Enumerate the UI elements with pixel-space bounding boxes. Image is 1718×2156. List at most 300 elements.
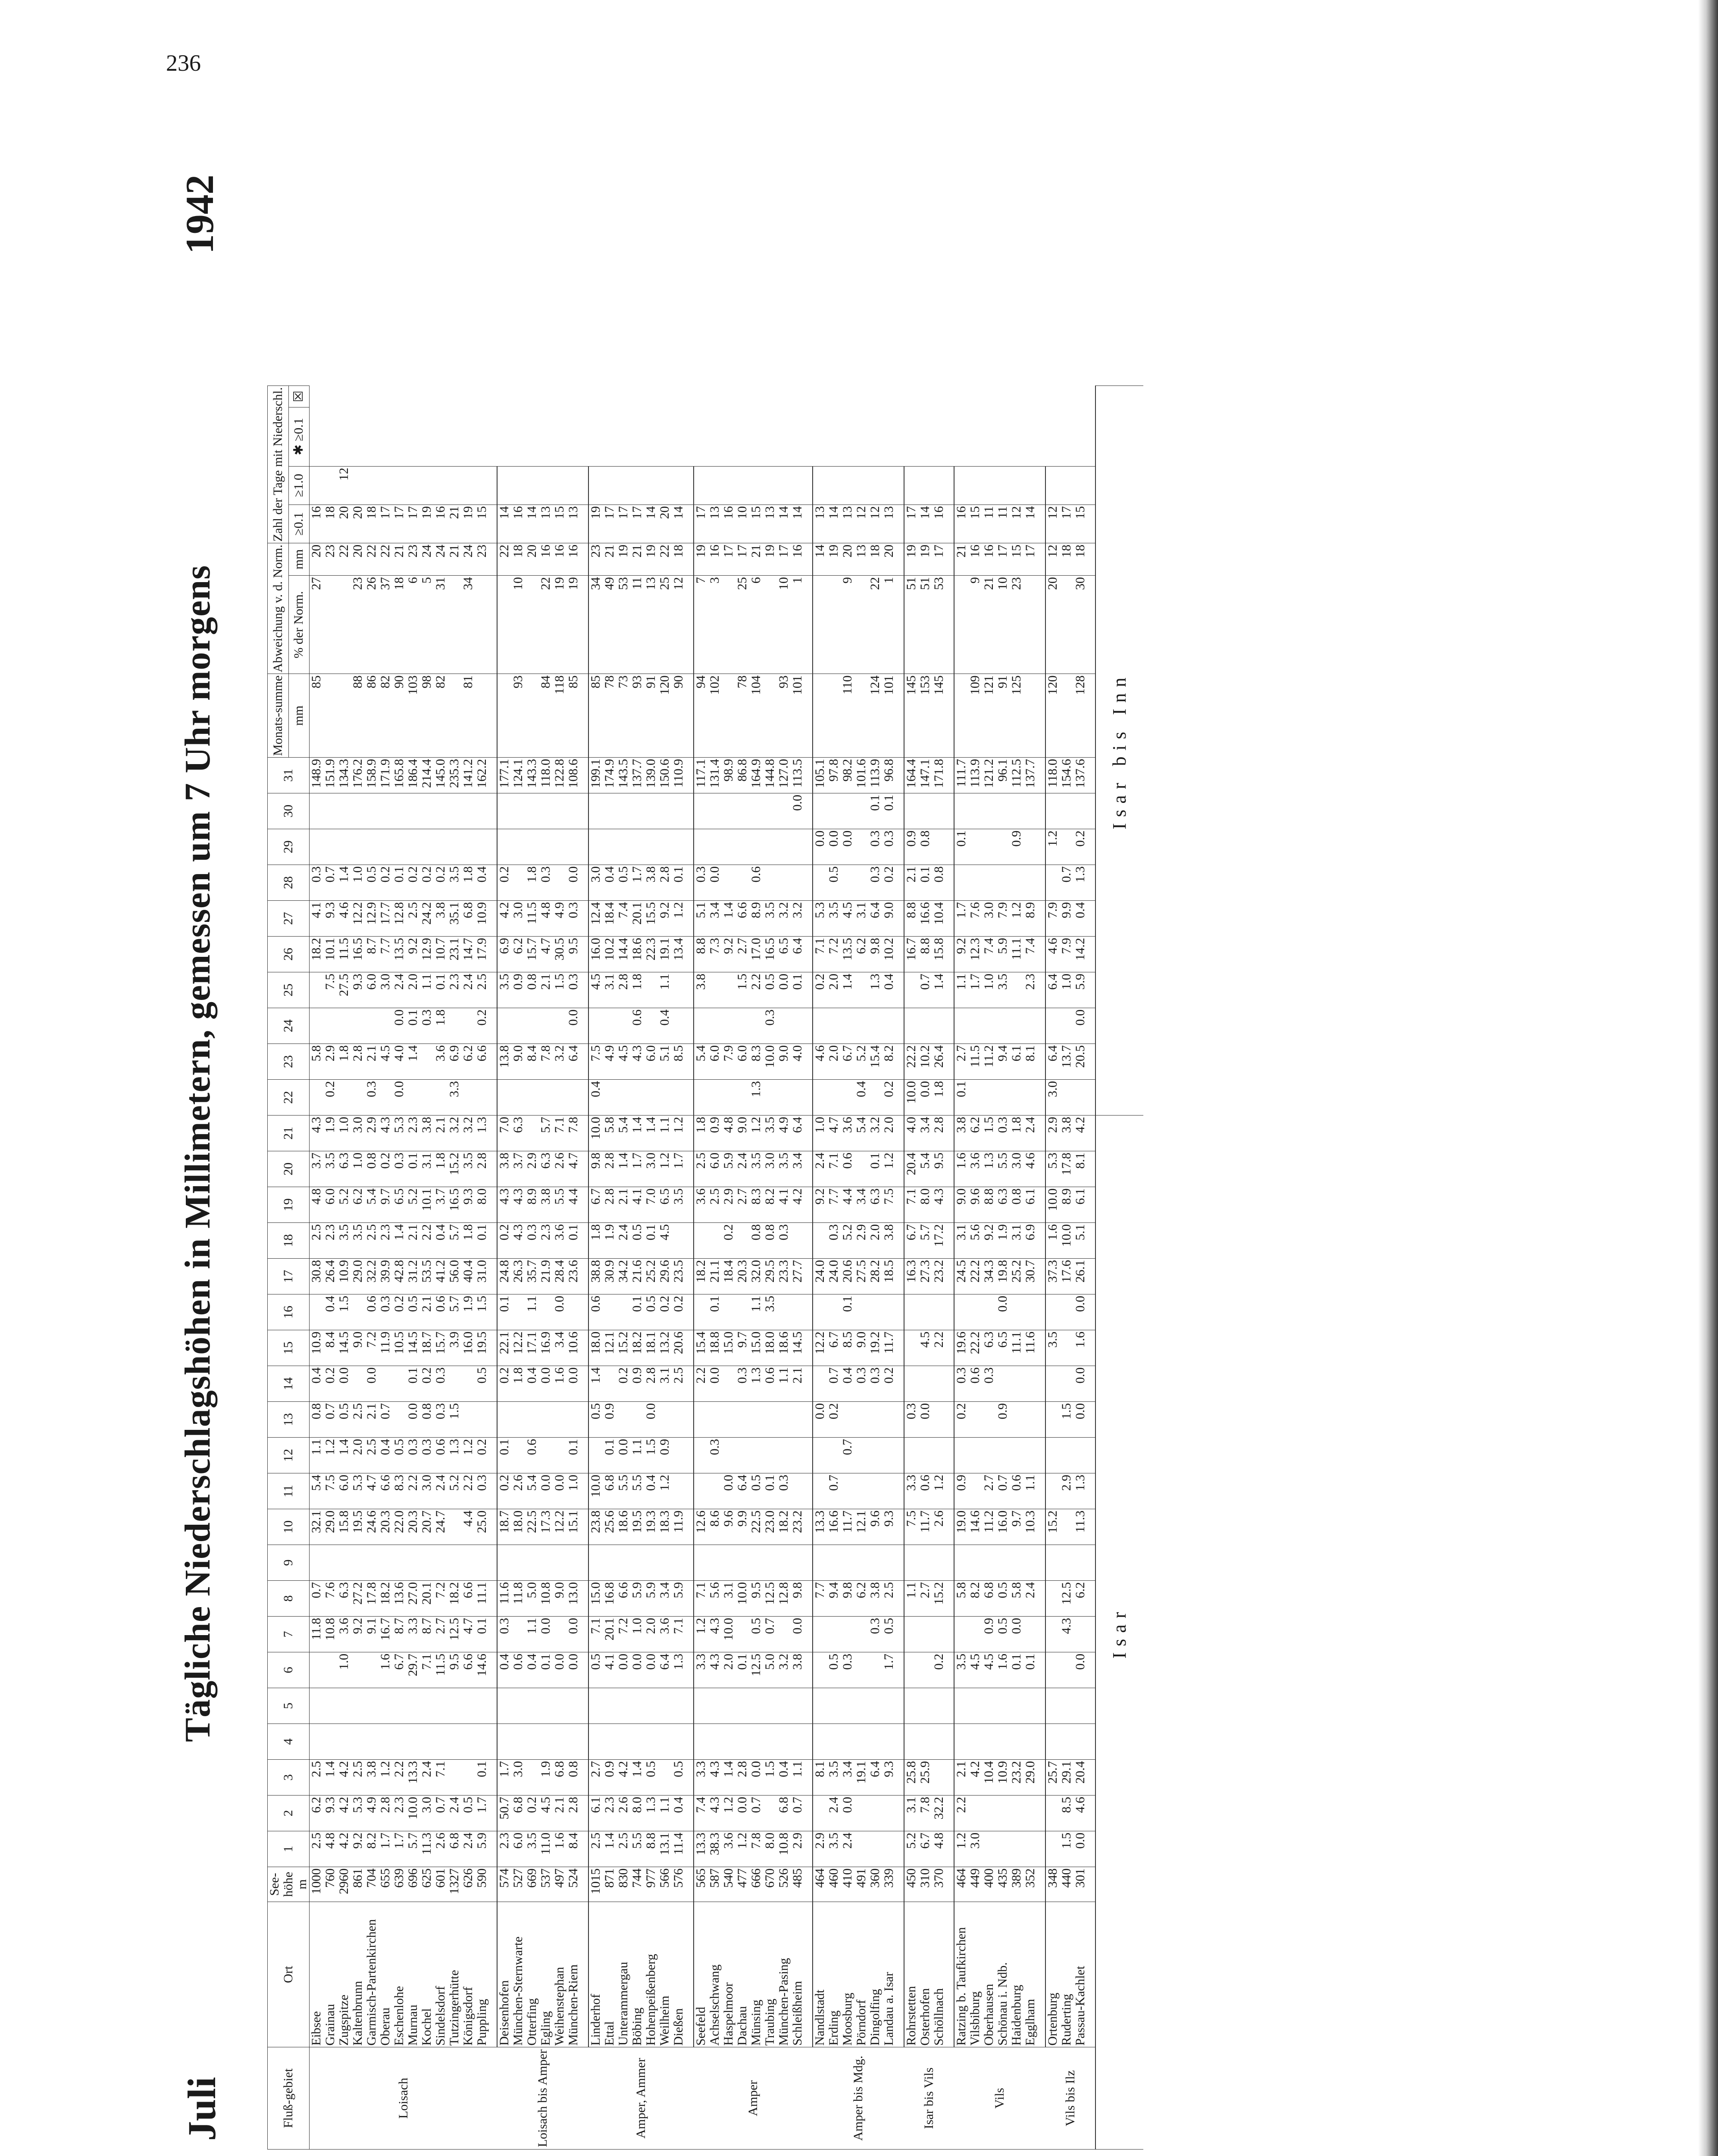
table-row xyxy=(603,385,616,2149)
value-cell: 34.2 xyxy=(616,1259,630,1294)
value-cell xyxy=(827,674,841,758)
value-cell xyxy=(310,793,324,829)
value-cell xyxy=(420,1044,434,1080)
seehoehe-cell: 669 xyxy=(525,1867,539,1902)
value-cell: 25.6 xyxy=(603,1509,616,1545)
value-cell xyxy=(982,1688,996,1724)
value-cell: 17 xyxy=(630,505,644,543)
value-cell xyxy=(904,466,918,505)
table-row xyxy=(854,385,868,2149)
value-cell xyxy=(735,466,749,505)
value-cell xyxy=(694,1294,708,1330)
value-cell: 11 xyxy=(996,505,1010,543)
value-cell: 20.3 xyxy=(735,1259,749,1294)
value-cell: 145 xyxy=(932,674,954,758)
value-cell xyxy=(365,1545,379,1581)
value-cell xyxy=(1045,865,1060,901)
value-cell: 6.9 xyxy=(447,1044,461,1080)
value-cell: 1.8 xyxy=(434,1151,447,1187)
value-cell: 29.1 xyxy=(1060,1760,1073,1796)
value-cell: 98.2 xyxy=(841,758,854,793)
value-cell: 98.9 xyxy=(722,758,735,793)
value-cell xyxy=(447,793,461,829)
value-cell: 20.5 xyxy=(1073,1044,1095,1080)
ort-cell: Kaltenbrunn xyxy=(351,1902,365,2047)
value-cell xyxy=(982,1402,996,1438)
value-cell: 117.1 xyxy=(694,758,708,793)
value-cell: 24 xyxy=(420,543,434,576)
value-cell: 0.3 xyxy=(379,1294,392,1330)
value-cell xyxy=(791,829,813,865)
value-cell: 20 xyxy=(310,543,324,576)
value-cell: 3.5 xyxy=(351,1223,365,1259)
value-cell xyxy=(1010,1008,1023,1044)
value-cell: 0.0 xyxy=(1073,1402,1095,1438)
value-cell: 1.1 xyxy=(749,1294,763,1330)
value-cell: 11.5 xyxy=(525,901,539,937)
value-cell: 16 xyxy=(791,543,813,576)
value-cell xyxy=(1060,576,1073,674)
value-cell: 0.2 xyxy=(954,1402,968,1438)
value-cell xyxy=(497,1724,511,1760)
value-cell: 2.9 xyxy=(722,1187,735,1223)
value-cell: 0.8 xyxy=(420,1402,434,1438)
value-cell: 13 xyxy=(539,505,553,543)
value-cell: 10.0 xyxy=(904,1080,918,1116)
value-cell: 16 xyxy=(310,505,324,543)
value-cell: 18.6 xyxy=(777,1330,791,1366)
ort-cell: Grainau xyxy=(323,1902,337,2047)
value-cell: 0.4 xyxy=(588,1080,603,1116)
value-cell xyxy=(434,1080,447,1116)
value-cell: 0.6 xyxy=(365,1294,379,1330)
value-cell: 8.9 xyxy=(749,901,763,937)
ort-cell: Weihenstephan xyxy=(553,1902,566,2047)
value-cell: 12.6 xyxy=(694,1509,708,1545)
table-row xyxy=(630,385,644,2149)
value-cell xyxy=(434,829,447,865)
value-cell: 81 xyxy=(461,674,475,758)
table-row xyxy=(1073,385,1095,2149)
value-cell xyxy=(434,1724,447,1760)
value-cell xyxy=(616,1402,630,1438)
value-cell: 0.3 xyxy=(868,865,882,901)
value-cell: 145.0 xyxy=(434,758,447,793)
value-cell: 11.7 xyxy=(882,1330,904,1366)
value-cell xyxy=(777,1724,791,1760)
value-cell: 13 xyxy=(708,505,722,543)
value-cell: 3.3 xyxy=(694,1760,708,1796)
value-cell: 0.0 xyxy=(365,1366,379,1402)
value-cell: 16.6 xyxy=(827,1509,841,1545)
value-cell: 0.2 xyxy=(882,865,904,901)
table-row xyxy=(749,385,763,2149)
value-cell: 10.0 xyxy=(406,1796,420,1831)
value-cell: 1.2 xyxy=(749,1116,763,1151)
value-cell xyxy=(954,1545,968,1581)
value-cell: 17 xyxy=(932,543,954,576)
value-cell: 0.0 xyxy=(708,1366,722,1402)
value-cell: 8.4 xyxy=(566,1831,588,1867)
value-cell: 8.6 xyxy=(708,1509,722,1545)
value-cell: 30.7 xyxy=(1023,1259,1045,1294)
value-cell xyxy=(904,1545,918,1581)
value-cell: 8.7 xyxy=(420,1617,434,1652)
value-cell: 15.4 xyxy=(868,1044,882,1080)
value-cell: 9.8 xyxy=(868,937,882,972)
value-cell: 0.5 xyxy=(588,1652,603,1688)
value-cell xyxy=(841,1402,854,1438)
value-cell xyxy=(1073,1724,1095,1760)
value-cell xyxy=(511,1008,525,1044)
value-cell: 27.7 xyxy=(791,1259,813,1294)
value-cell xyxy=(497,466,511,505)
value-cell: 18.0 xyxy=(763,1330,777,1366)
value-cell: 16 xyxy=(954,505,968,543)
value-cell xyxy=(968,1473,982,1509)
value-cell xyxy=(827,466,841,505)
value-cell xyxy=(932,466,954,505)
value-cell xyxy=(392,1545,406,1581)
value-cell: 9.7 xyxy=(735,1330,749,1366)
value-cell: 13.0 xyxy=(566,1581,588,1617)
value-cell: 0.6 xyxy=(749,865,763,901)
table-row xyxy=(1023,385,1045,2149)
value-cell: 0.5 xyxy=(644,1294,658,1330)
value-cell: 3.4 xyxy=(841,1760,854,1796)
value-cell: 5.3 xyxy=(1045,1151,1060,1187)
value-cell xyxy=(1073,793,1095,829)
value-cell xyxy=(777,829,791,865)
value-cell: 6.1 xyxy=(588,1796,603,1831)
value-cell xyxy=(461,1366,475,1402)
value-cell xyxy=(854,793,868,829)
value-cell xyxy=(1023,829,1045,865)
value-cell xyxy=(603,793,616,829)
value-cell: 158.9 xyxy=(365,758,379,793)
table-body xyxy=(310,385,1144,2149)
value-cell: 12.2 xyxy=(553,1509,566,1545)
value-cell: 5.9 xyxy=(996,937,1010,972)
value-cell: 14 xyxy=(791,505,813,543)
seehoehe-cell: 485 xyxy=(791,1867,813,1902)
value-cell xyxy=(1045,1545,1060,1581)
value-cell: 4.5 xyxy=(539,1796,553,1831)
table-row xyxy=(553,385,566,2149)
value-cell xyxy=(475,793,497,829)
value-cell: 7.6 xyxy=(323,1581,337,1617)
value-cell: 9.3 xyxy=(323,901,337,937)
value-cell: 25.0 xyxy=(475,1509,497,1545)
value-cell: 1.2 xyxy=(323,1438,337,1473)
value-cell xyxy=(854,865,868,901)
table-row xyxy=(525,385,539,2149)
value-cell xyxy=(954,674,968,758)
value-cell xyxy=(511,829,525,865)
value-cell: 2.0 xyxy=(406,972,420,1008)
value-cell: 15.2 xyxy=(1045,1509,1060,1545)
value-cell: 6.6 xyxy=(379,1473,392,1509)
value-cell xyxy=(310,829,324,865)
value-cell: 9.9 xyxy=(1060,901,1073,937)
value-cell: 9.1 xyxy=(365,1617,379,1652)
value-cell: 11.0 xyxy=(539,1831,553,1867)
value-cell xyxy=(672,793,694,829)
value-cell: 15.0 xyxy=(588,1581,603,1617)
value-cell xyxy=(539,1294,553,1330)
value-cell: 6.0 xyxy=(735,1044,749,1080)
value-cell xyxy=(379,466,392,505)
value-cell xyxy=(392,793,406,829)
value-cell: 0.0 xyxy=(813,829,827,865)
value-cell xyxy=(708,1080,722,1116)
value-cell: 4.7 xyxy=(461,1617,475,1652)
value-cell xyxy=(672,1688,694,1724)
value-cell: 0.3 xyxy=(841,1652,854,1688)
value-cell: 5.7 xyxy=(406,1831,420,1867)
flussgebiet-cell: Isar bis Vils xyxy=(904,2047,954,2150)
value-cell: 17 xyxy=(1023,543,1045,576)
value-cell: 11.8 xyxy=(310,1617,324,1652)
value-cell xyxy=(777,1080,791,1116)
value-cell: 2.4 xyxy=(735,1151,749,1187)
value-cell xyxy=(932,1724,954,1760)
value-cell: 6.1 xyxy=(1023,1187,1045,1223)
value-cell xyxy=(603,1294,616,1330)
value-cell: 108.6 xyxy=(566,758,588,793)
value-cell: 2.1 xyxy=(434,1116,447,1151)
value-cell: 0.2 xyxy=(497,1473,511,1509)
value-cell xyxy=(497,576,511,674)
value-cell: 0.1 xyxy=(603,1438,616,1473)
value-cell xyxy=(791,466,813,505)
value-cell: 1.0 xyxy=(351,1151,365,1187)
value-cell: 1.7 xyxy=(630,865,644,901)
value-cell xyxy=(461,1545,475,1581)
value-cell xyxy=(841,793,854,829)
value-cell xyxy=(954,793,968,829)
value-cell: 2.0 xyxy=(827,972,841,1008)
value-cell: 1.7 xyxy=(630,1151,644,1187)
value-cell: 0.0 xyxy=(841,829,854,865)
seehoehe-cell: 352 xyxy=(1023,1867,1045,1902)
table-row xyxy=(365,385,379,2149)
value-cell: 13 xyxy=(854,543,868,576)
value-cell: 9.7 xyxy=(1010,1509,1023,1545)
value-cell: 0.1 xyxy=(954,1080,968,1116)
value-cell xyxy=(904,1652,918,1688)
value-cell xyxy=(511,1688,525,1724)
value-cell: 9.4 xyxy=(827,1581,841,1617)
value-cell: 7.7 xyxy=(813,1581,827,1617)
value-cell: 10.6 xyxy=(566,1330,588,1366)
value-cell: 19.5 xyxy=(630,1509,644,1545)
value-cell: 23.3 xyxy=(777,1259,791,1294)
value-cell: 2.5 xyxy=(882,1581,904,1617)
value-cell: 2.5 xyxy=(351,1760,365,1796)
value-cell: 19.3 xyxy=(644,1509,658,1545)
flussgebiet-cell: Vils xyxy=(954,2047,1045,2150)
value-cell: 1.5 xyxy=(1060,1831,1073,1867)
value-cell: 0.1 xyxy=(406,1008,420,1044)
value-cell: 0.0 xyxy=(722,1473,735,1509)
value-cell xyxy=(968,1080,982,1116)
seehoehe-cell: 389 xyxy=(1010,1867,1023,1902)
value-cell: 9.0 xyxy=(954,1187,968,1223)
value-cell: 0.1 xyxy=(497,1294,511,1330)
value-cell: 0.4 xyxy=(475,865,497,901)
value-cell xyxy=(868,1008,882,1044)
value-cell: 3.1 xyxy=(854,901,868,937)
value-cell xyxy=(854,1151,868,1187)
value-cell xyxy=(365,1652,379,1688)
value-cell xyxy=(392,1724,406,1760)
value-cell: 32.1 xyxy=(310,1509,324,1545)
value-cell: 3.0 xyxy=(1045,1080,1060,1116)
ort-cell: Rohrstetten xyxy=(904,1902,918,2047)
value-cell xyxy=(708,1688,722,1724)
value-cell: 22 xyxy=(539,576,553,674)
value-cell xyxy=(868,1796,882,1831)
value-cell: 10 xyxy=(511,576,525,674)
value-cell xyxy=(672,1545,694,1581)
value-cell xyxy=(630,1080,644,1116)
table-row xyxy=(735,385,749,2149)
value-cell: 96.8 xyxy=(882,758,904,793)
value-cell xyxy=(406,466,420,505)
value-cell xyxy=(708,829,722,865)
value-cell xyxy=(1023,1008,1045,1044)
value-cell: 8.9 xyxy=(1023,901,1045,937)
value-cell: 4.5 xyxy=(658,1223,672,1259)
value-cell xyxy=(763,793,777,829)
value-cell xyxy=(475,1402,497,1438)
table-row xyxy=(616,385,630,2149)
value-cell: 1.2 xyxy=(882,1151,904,1187)
value-cell: 0.5 xyxy=(827,865,841,901)
value-cell: 14.5 xyxy=(337,1330,351,1366)
value-cell: 6.9 xyxy=(497,937,511,972)
value-cell: 1.7 xyxy=(954,901,968,937)
value-cell xyxy=(854,829,868,865)
value-cell: 20 xyxy=(525,543,539,576)
value-cell: 19 xyxy=(461,505,475,543)
table-row xyxy=(694,385,708,2149)
value-cell xyxy=(672,1223,694,1259)
value-cell: 24.7 xyxy=(434,1509,447,1545)
value-cell xyxy=(475,1688,497,1724)
value-cell xyxy=(1023,466,1045,505)
value-cell xyxy=(475,1724,497,1760)
value-cell: 14.6 xyxy=(968,1509,982,1545)
value-cell: 3.8 xyxy=(434,901,447,937)
value-cell: 5.3 xyxy=(351,1796,365,1831)
seehoehe-cell: 464 xyxy=(954,1867,968,1902)
value-cell xyxy=(337,674,351,758)
value-cell: 164.9 xyxy=(749,758,763,793)
value-cell: 12 xyxy=(1010,505,1023,543)
value-cell: 3.5 xyxy=(337,1223,351,1259)
value-cell: 0.5 xyxy=(616,865,630,901)
value-cell xyxy=(694,793,708,829)
value-cell xyxy=(882,1294,904,1330)
value-cell: 0.7 xyxy=(791,1796,813,1831)
value-cell: 5.7 xyxy=(447,1294,461,1330)
value-cell: 8.2 xyxy=(968,1581,982,1617)
value-cell: 8.2 xyxy=(365,1831,379,1867)
value-cell: 13.1 xyxy=(658,1831,672,1867)
seehoehe-cell: 626 xyxy=(461,1867,475,1902)
seehoehe-cell: 449 xyxy=(968,1867,982,1902)
value-cell: 4.2 xyxy=(337,1831,351,1867)
value-cell xyxy=(968,1294,982,1330)
ort-cell: Dießen xyxy=(672,1902,694,2047)
value-cell: 0.2 xyxy=(827,1402,841,1438)
value-cell: 4.0 xyxy=(791,1044,813,1080)
value-cell xyxy=(827,1080,841,1116)
value-cell: 1.9 xyxy=(461,1294,475,1330)
col-day-10: 10 xyxy=(268,1509,310,1545)
value-cell: 17.2 xyxy=(932,1223,954,1259)
value-cell: 17 xyxy=(603,505,616,543)
value-cell xyxy=(310,1652,324,1688)
value-cell: 15 xyxy=(1010,543,1023,576)
value-cell xyxy=(1023,1617,1045,1652)
value-cell: 4.7 xyxy=(539,937,553,972)
table-row xyxy=(722,385,735,2149)
value-cell xyxy=(1060,674,1073,758)
value-cell: 1.5 xyxy=(1060,1402,1073,1438)
value-cell: 5.9 xyxy=(1073,972,1095,1008)
value-cell: 2.9 xyxy=(791,1831,813,1867)
value-cell xyxy=(351,793,365,829)
value-cell: 2.9 xyxy=(365,1116,379,1151)
value-cell: 25 xyxy=(735,576,749,674)
value-cell: 10.0 xyxy=(763,1044,777,1080)
value-cell: 5.3 xyxy=(813,901,827,937)
value-cell xyxy=(968,1617,982,1652)
value-cell: 0.7 xyxy=(1060,865,1073,901)
value-cell xyxy=(497,1688,511,1724)
value-cell xyxy=(1023,674,1045,758)
value-cell: 2.7 xyxy=(735,937,749,972)
value-cell: 0.3 xyxy=(882,829,904,865)
value-cell: 21 xyxy=(392,543,406,576)
value-cell xyxy=(722,1366,735,1402)
value-cell: 0.5 xyxy=(475,1366,497,1402)
value-cell: 3.2 xyxy=(777,1652,791,1688)
value-cell: 85 xyxy=(310,674,324,758)
value-cell: 1.4 xyxy=(644,1116,658,1151)
value-cell: 6.8 xyxy=(511,1796,525,1831)
table-row xyxy=(918,385,932,2149)
value-cell: 1.9 xyxy=(996,1223,1010,1259)
value-cell: 113.9 xyxy=(968,758,982,793)
value-cell: 0.2 xyxy=(672,1294,694,1330)
value-cell: 17 xyxy=(616,505,630,543)
value-cell: 10.0 xyxy=(722,1617,735,1652)
value-cell: 11.3 xyxy=(1073,1509,1095,1545)
value-cell xyxy=(882,1473,904,1509)
value-cell: 6.2 xyxy=(968,1116,982,1151)
value-cell: 8.7 xyxy=(392,1617,406,1652)
value-cell: 4.6 xyxy=(1073,1796,1095,1831)
value-cell: 6.8 xyxy=(447,1831,461,1867)
value-cell: 0.2 xyxy=(392,1294,406,1330)
value-cell: 3.4 xyxy=(791,1151,813,1187)
value-cell: 19.5 xyxy=(475,1330,497,1366)
value-cell xyxy=(868,1438,882,1473)
